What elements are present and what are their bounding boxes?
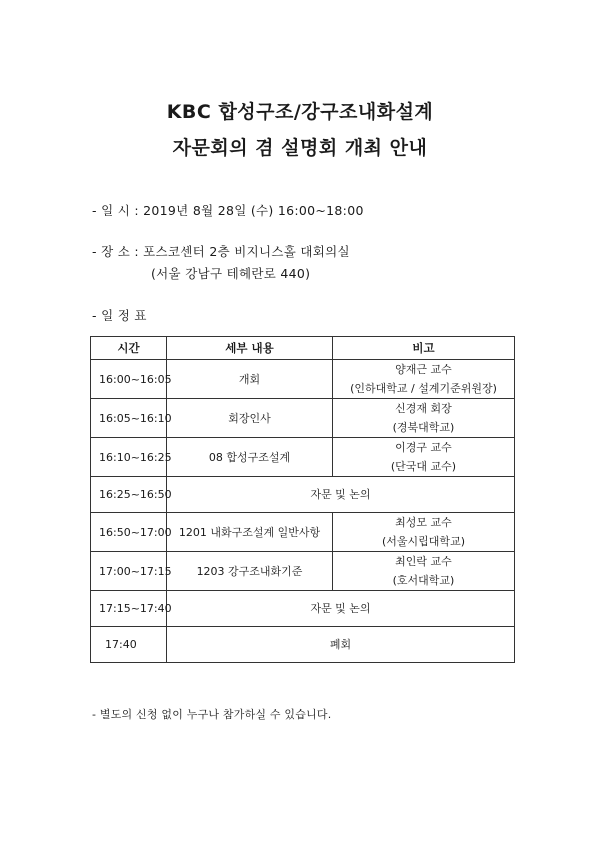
schedule-header-row (91, 337, 515, 360)
document-title-line-2: 자문회의 겸 설명회 개최 안내 (172, 137, 428, 159)
note-speaker: 신경재 회장 (395, 402, 452, 415)
note-speaker: 최인락 교수 (395, 555, 452, 568)
header-content: 세부 내용 (167, 337, 333, 360)
note-speaker: 양재근 교수 (395, 363, 452, 376)
row-merged-content: 폐회 (167, 627, 515, 663)
note-affiliation: (인하대학교 / 설계기준위원장) (350, 382, 497, 395)
schedule-row (91, 591, 515, 627)
row-time: 16:25~16:50 (91, 477, 167, 513)
row-time: 17:15~17:40 (91, 591, 167, 627)
schedule-heading: - 일 정 표 (92, 308, 147, 323)
row-content: 개회 (167, 360, 333, 399)
schedule-row (91, 552, 515, 591)
note-speaker: 이경구 교수 (395, 441, 452, 454)
document-title-line-1: KBC 합성구조/강구조내화설계 (166, 101, 434, 123)
row-time: 16:05~16:10 (91, 399, 167, 438)
footnote: - 별도의 신청 없이 누구나 참가하실 수 있습니다. (92, 708, 332, 721)
row-content: 회장인사 (167, 399, 333, 438)
row-time: 17:40 (91, 627, 167, 663)
schedule-row (91, 513, 515, 552)
schedule-table (90, 336, 515, 663)
row-time: 16:10~16:25 (91, 438, 167, 477)
note-affiliation: (단국대 교수) (390, 460, 457, 473)
row-time: 16:50~17:00 (91, 513, 167, 552)
row-time: 17:00~17:15 (91, 552, 167, 591)
row-note (333, 513, 515, 552)
row-content: 08 합성구조설계 (167, 438, 333, 477)
header-time: 시간 (91, 337, 167, 360)
schedule-row (91, 399, 515, 438)
row-note (333, 360, 515, 399)
row-merged-content: 자문 및 논의 (167, 477, 515, 513)
schedule-row (91, 627, 515, 663)
header-note: 비고 (333, 337, 515, 360)
schedule-row (91, 477, 515, 513)
schedule-row (91, 438, 515, 477)
row-merged-content: 자문 및 논의 (167, 591, 515, 627)
row-note (333, 552, 515, 591)
row-content: 1201 내화구조설계 일반사항 (167, 513, 333, 552)
event-date: - 일 시 : 2019년 8월 28일 (수) 16:00~18:00 (92, 203, 364, 218)
row-note (333, 438, 515, 477)
row-note (333, 399, 515, 438)
schedule-row (91, 360, 515, 399)
note-affiliation: (서울시립대학교) (382, 535, 465, 548)
note-speaker: 최성모 교수 (395, 516, 452, 529)
row-content: 1203 강구조내화기준 (167, 552, 333, 591)
event-place: - 장 소 : 포스코센터 2층 비지니스홀 대회의실 (92, 244, 350, 259)
row-time: 16:00~16:05 (91, 360, 167, 399)
event-address: (서울 강남구 테헤란로 440) (151, 266, 311, 281)
note-affiliation: (호서대학교) (392, 574, 455, 587)
note-affiliation: (경북대학교) (392, 421, 455, 434)
